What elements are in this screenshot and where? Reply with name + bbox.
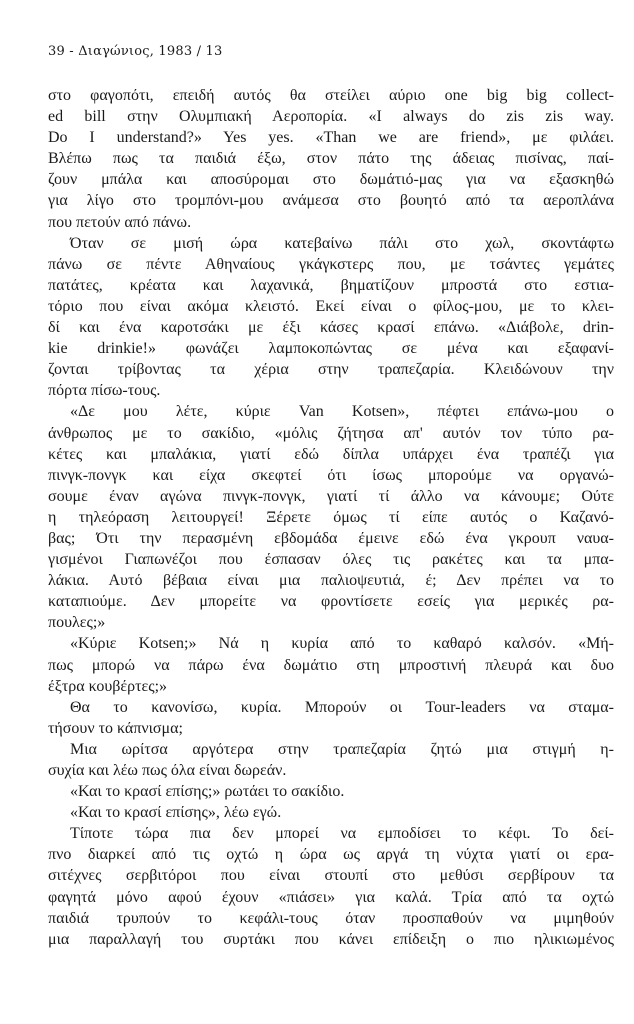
text-line: πόρτα πίσω-τους. <box>48 382 161 400</box>
text-line: πάνω σε πέντε Αθηναίους γκάγκστερς που, με τσάντες γεμάτες <box>48 255 614 273</box>
text-line: γισμένοι Γιαπωνέζοι που έσπασαν όλες τις ρακέτες και τα μπα- <box>48 551 614 569</box>
text-line: σιτέχνες σερβιτόροι που είναι στουπί στο μεθύσι σερβίρουν τα <box>48 867 614 885</box>
text-line: «Δε μου λέτε, κύριε Van Kotsen», πέφτει επάνω-μου ο <box>70 403 614 421</box>
text-line: κέτες και μπαλάκια, γιατί εδώ δίπλα υπάρχει ένα τραπέζι για <box>48 445 614 463</box>
text-line: πνο διαρκεί από τις οχτώ η ώρα ως αργά τη νύχτα γιατί οι ερα- <box>48 846 614 864</box>
text-line: Θα το κανονίσω, κυρία. Μπορούν οι Tour-leaders να σταμα- <box>70 698 614 716</box>
text-line: για λίγο στο τρομπόνι-μου ανάμεσα στο βουητό από τα αεροπλάνα <box>48 192 614 210</box>
text-line: «Και το κρασί επίσης», λέω εγώ. <box>70 804 282 822</box>
text-line: συχία και λέω πως όλα είναι δωρεάν. <box>48 762 287 779</box>
text-line: πως μπορώ να πάρω ένα δωμάτιο στη μπροστινή πλευρά και δυο <box>48 656 614 674</box>
text-line: Μια ωρίτσα αργότερα στην τραπεζαρία ζητώ μια στιγμή η- <box>70 740 614 758</box>
running-head: 39 - Διαγώνιος, 1983 / 13 <box>48 44 223 59</box>
text-line: πατάτες, κρέατα και λαχανικά, βηματίζουν μπροστά στο εστια- <box>48 276 614 294</box>
text-line: τόριο που είναι ακόμα κλειστό. Εκεί είναι ο φίλος-μου, με το κλει- <box>48 297 614 315</box>
text-line: ed bill στην Ολυμπιακή Αεροπορία. «I always do zis zis way. <box>48 108 614 126</box>
text-line: φαγητά μόνο αφού έχουν «πιάσει» για καλά. Τρία από τα οχτώ <box>48 888 614 906</box>
text-line: που πετούν από πάνω. <box>48 213 192 231</box>
text-line: Τίποτε τώρα πια δεν μπορεί να εμποδίσει το κέφι. Το δεί- <box>70 825 614 843</box>
text-line: πινγκ-πονγκ και είχα σκεφτεί ότι ίσως μπορούμε να οργανώ- <box>48 466 614 484</box>
text-line: Βλέπω πως τα παιδιά έξω, στον πάτο της άδειας πισίνας, παί- <box>48 150 614 168</box>
text-line: kie drinkie!» φωνάζει λαμποκοπώντας σε μένα και εξαφανί- <box>48 340 614 358</box>
text-line: μια παραλλαγή του συρτάκι που κάνει επίδειξη ο πιο ηλικιωμένος <box>48 930 614 948</box>
text-line: ζουν μπάλα και αποσύρομαι στο δωμάτιό-μας για να εξασκηθώ <box>48 171 614 189</box>
text-line: ζονται τρίβοντας τα χέρια στην τραπεζαρία. Κλειδώνουν την <box>48 361 614 379</box>
text-line: δί και ένα καροτσάκι με έξι κάσες κρασί επάνω. «Διάβολε, drin- <box>48 319 614 337</box>
text-line: «Κύριε Kotsen;» Νά η κυρία από το καθαρό καλσόν. «Μή- <box>70 635 614 653</box>
text-line: «Και το κρασί επίσης;» ρωτάει το σακίδιο. <box>70 783 345 801</box>
text-line: Όταν σε μισή ώρα κατεβαίνω πάλι στο χωλ, σκοντάφτω <box>70 234 614 252</box>
text-line: καταπιούμε. Δεν μπορείτε να φροντίσετε εσείς για μερικές ρα- <box>48 593 614 611</box>
text-line: άνθρωπος με το σακίδιο, «μόλις ζήτησα απ' αυτόν τον τύπο ρα- <box>48 424 614 442</box>
text-line: λάκια. Αυτό βέβαια είναι μια παλιοψευτιά, έ; Δεν πρέπει να το <box>48 572 614 590</box>
body-text <box>48 85 614 950</box>
text-line: σουμε έναν αγώνα πινγκ-πονγκ, γιατί τί άλλο να κάνουμε; Ούτε <box>48 487 614 505</box>
text-line: βας; Ότι την περασμένη εβδομάδα έμεινε εδώ ένα γκρουπ ναυα- <box>48 529 614 547</box>
text-line: τήσουν το κάπνισμα; <box>48 719 183 737</box>
text-line: πουλες;» <box>48 614 106 632</box>
text-line: στο φαγοπότι, επειδή αυτός θα στείλει αύριο one big big collect- <box>48 87 614 104</box>
text-line: η τηλεόραση λειτουργεί! Ξέρετε όμως τί είπε αυτός ο Καζανό- <box>48 508 614 526</box>
text-line: έξτρα κουβέρτες;» <box>48 677 168 695</box>
text-line: Do I understand?» Yes yes. «Than we are friend», με φιλάει. <box>48 129 614 147</box>
text-line: παιδιά τρυπούν το κεφάλι-τους όταν προσπαθούν να μιμηθούν <box>48 909 614 927</box>
